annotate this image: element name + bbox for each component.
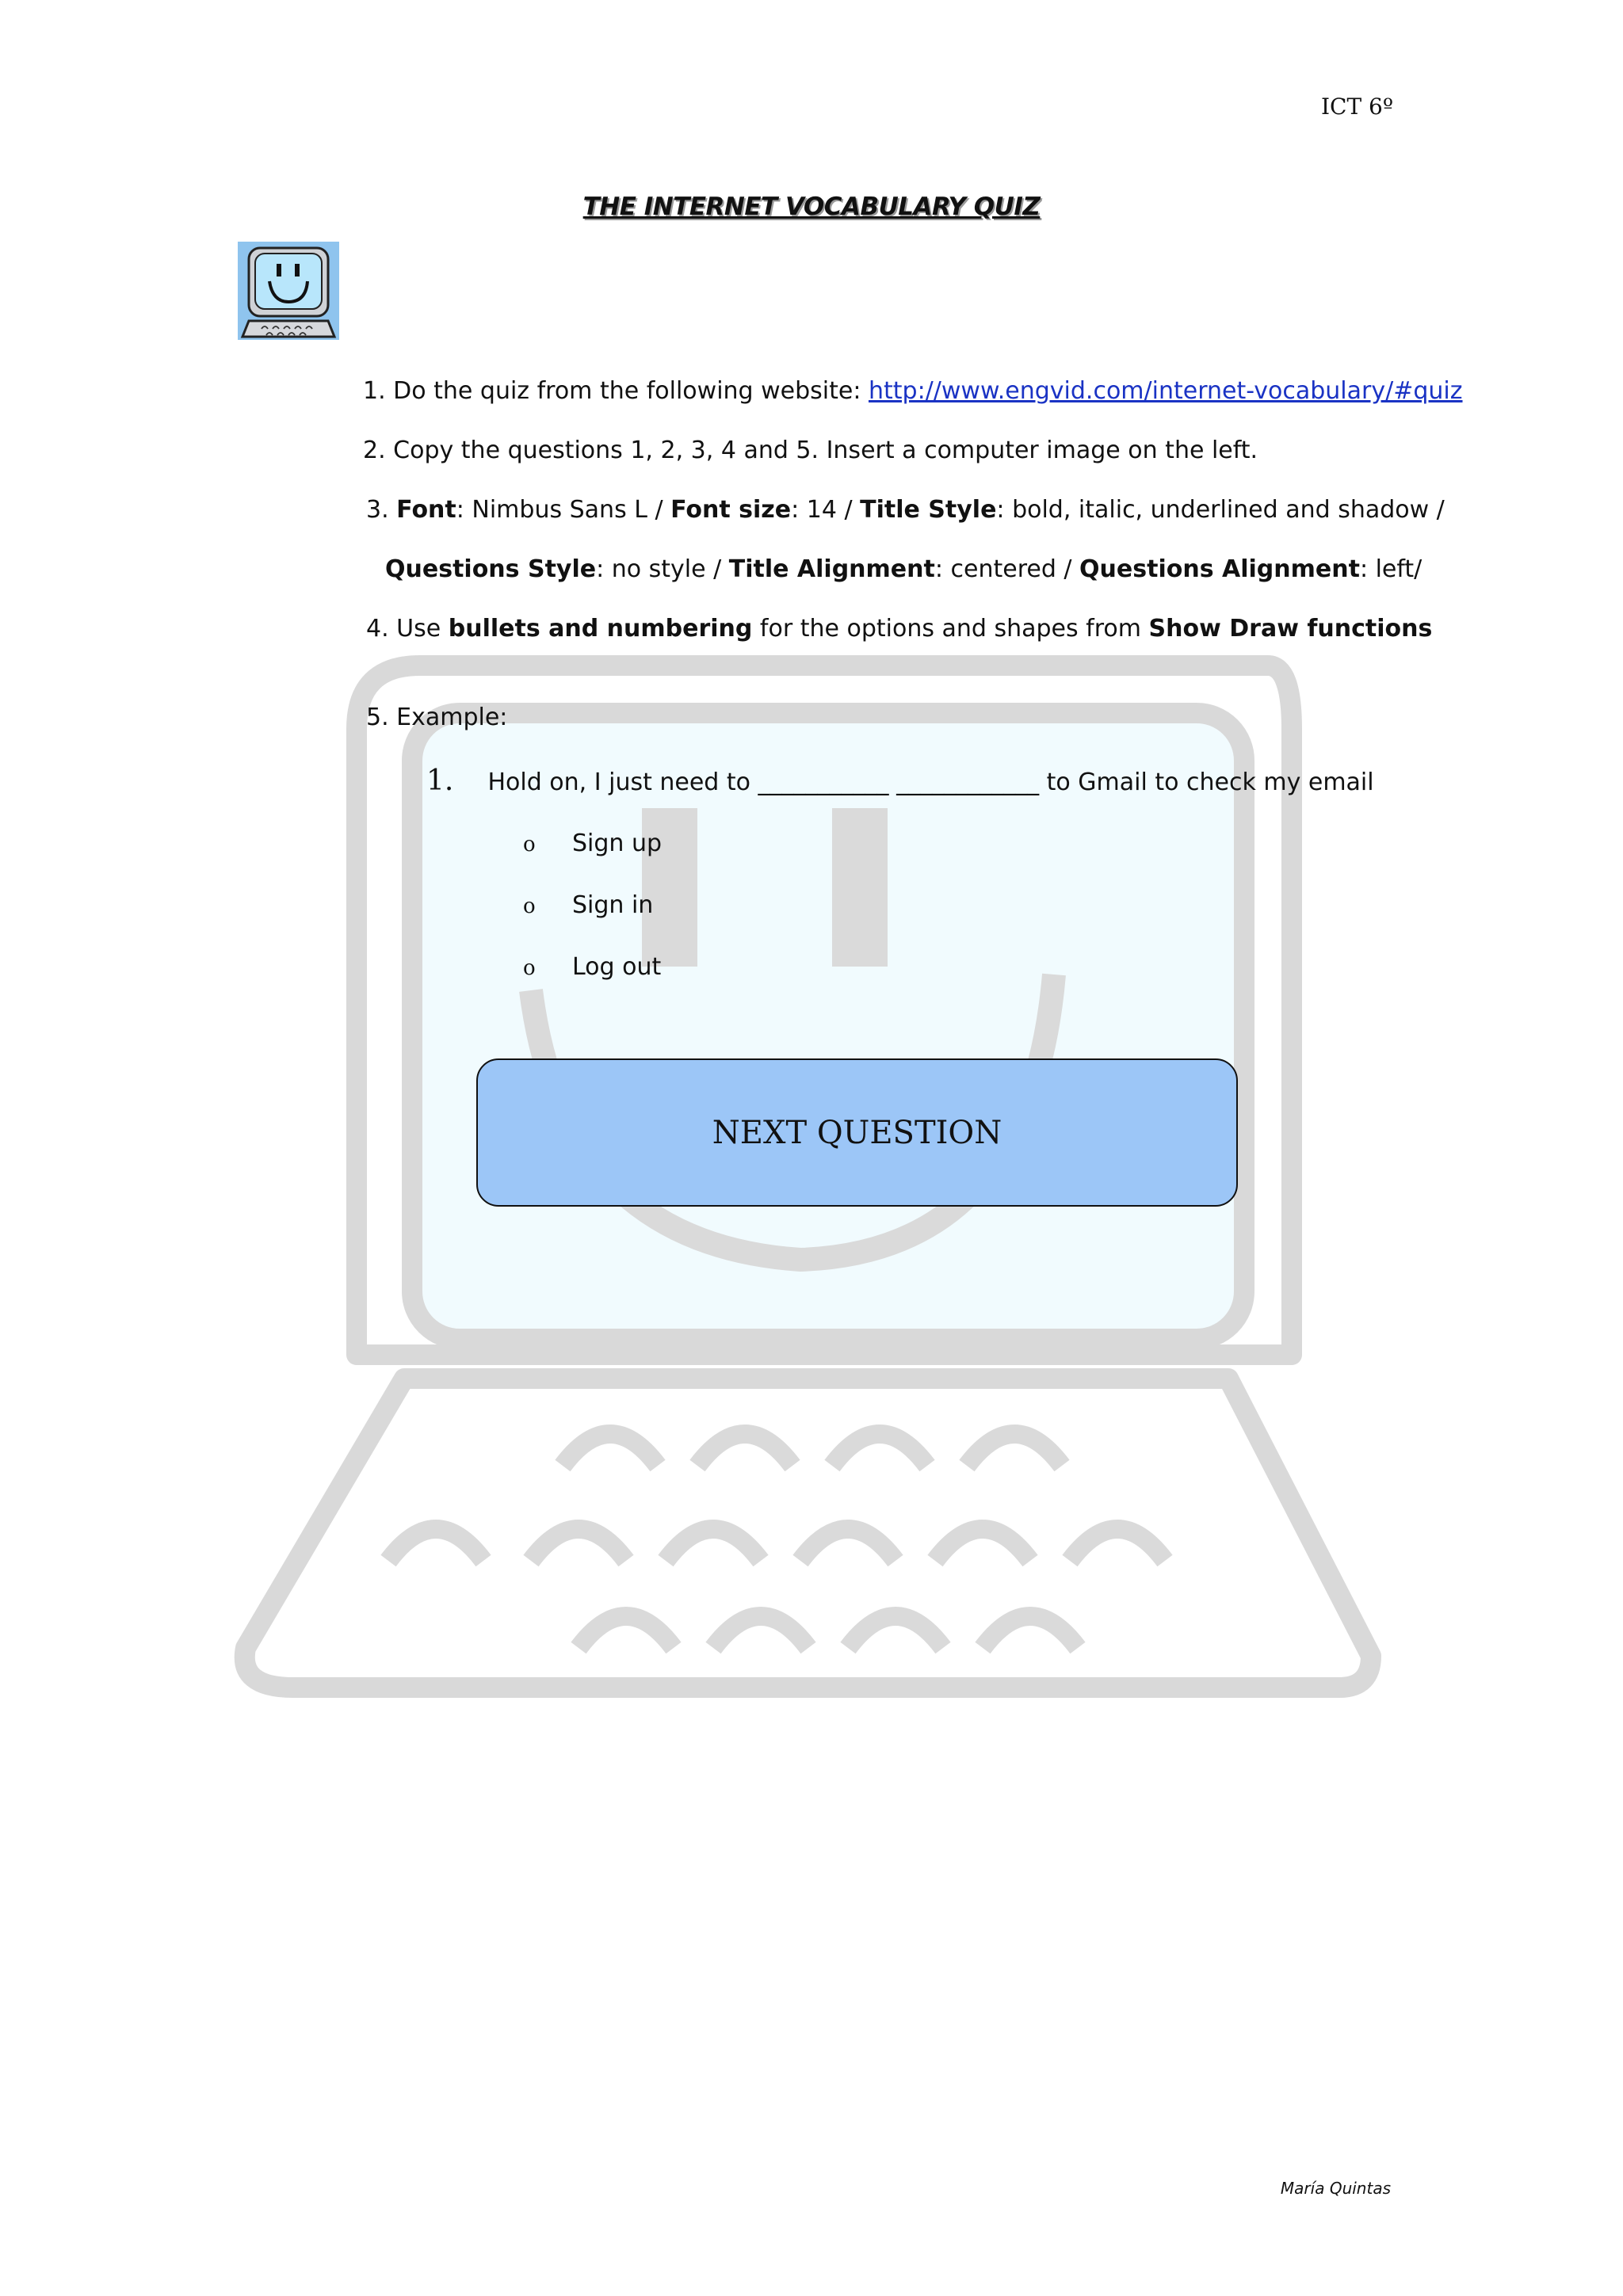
author-footer: María Quintas — [1280, 2179, 1391, 2198]
instruction-4-middle: for the options and shapes from — [752, 615, 1149, 643]
title-alignment-label: Title Alignment — [728, 555, 935, 583]
instruction-3 — [366, 496, 1445, 524]
smiling-computer-icon — [238, 242, 339, 340]
instruction-4 — [366, 615, 1432, 643]
question-text: Hold on, I just need to ___________ ____________ to Gmail to check my email — [487, 769, 1374, 796]
font-value: : Nimbus Sans L / — [456, 496, 671, 524]
option-sign-in[interactable] — [523, 891, 653, 921]
page-title: THE INTERNET VOCABULARY QUIZ — [582, 193, 1041, 221]
title-style-value: : bold, italic, underlined and shadow / — [996, 496, 1445, 524]
instruction-1 — [363, 377, 1463, 406]
example-question — [426, 767, 1374, 797]
title-alignment-value: : centered / — [934, 555, 1080, 583]
instruction-3-continued — [385, 555, 1422, 584]
option-label: Sign up — [572, 830, 663, 857]
option-sign-up[interactable] — [523, 830, 662, 859]
question-number: 1. — [426, 765, 454, 797]
title-style-label: Title Style — [860, 496, 997, 524]
font-size-value: : 14 / — [791, 496, 861, 524]
option-label: Log out — [572, 953, 662, 981]
quiz-website-link[interactable]: http://www.engvid.com/internet-vocabulary/#quiz — [868, 377, 1463, 405]
font-label: Font — [396, 496, 456, 524]
questions-style-value: : no style / — [596, 555, 729, 583]
instruction-1-text: 1. Do the quiz from the following website: — [363, 377, 869, 405]
instruction-4-bold-bullets: bullets and numbering — [448, 615, 753, 643]
next-question-button[interactable]: NEXT QUESTION — [476, 1058, 1238, 1207]
questions-style-label: Questions Style — [385, 555, 597, 583]
course-label: ICT 6º — [1320, 93, 1393, 120]
instruction-5: 5. Example: — [366, 704, 508, 731]
font-size-label: Font size — [670, 496, 792, 524]
option-log-out[interactable] — [523, 953, 661, 982]
option-bullet-icon: o — [523, 833, 536, 856]
option-label: Sign in — [572, 891, 654, 919]
option-bullet-icon: o — [523, 894, 536, 918]
instruction-3-number: 3. — [366, 496, 397, 524]
questions-alignment-label: Questions Alignment — [1079, 555, 1360, 583]
instruction-4-bold-draw: Show Draw functions — [1148, 615, 1433, 643]
option-bullet-icon: o — [523, 956, 536, 980]
questions-alignment-value: : left/ — [1359, 555, 1423, 583]
instruction-2: 2. Copy the questions 1, 2, 3, 4 and 5. Insert a computer image on the left. — [363, 437, 1258, 464]
instruction-4-prefix: 4. Use — [366, 615, 449, 643]
